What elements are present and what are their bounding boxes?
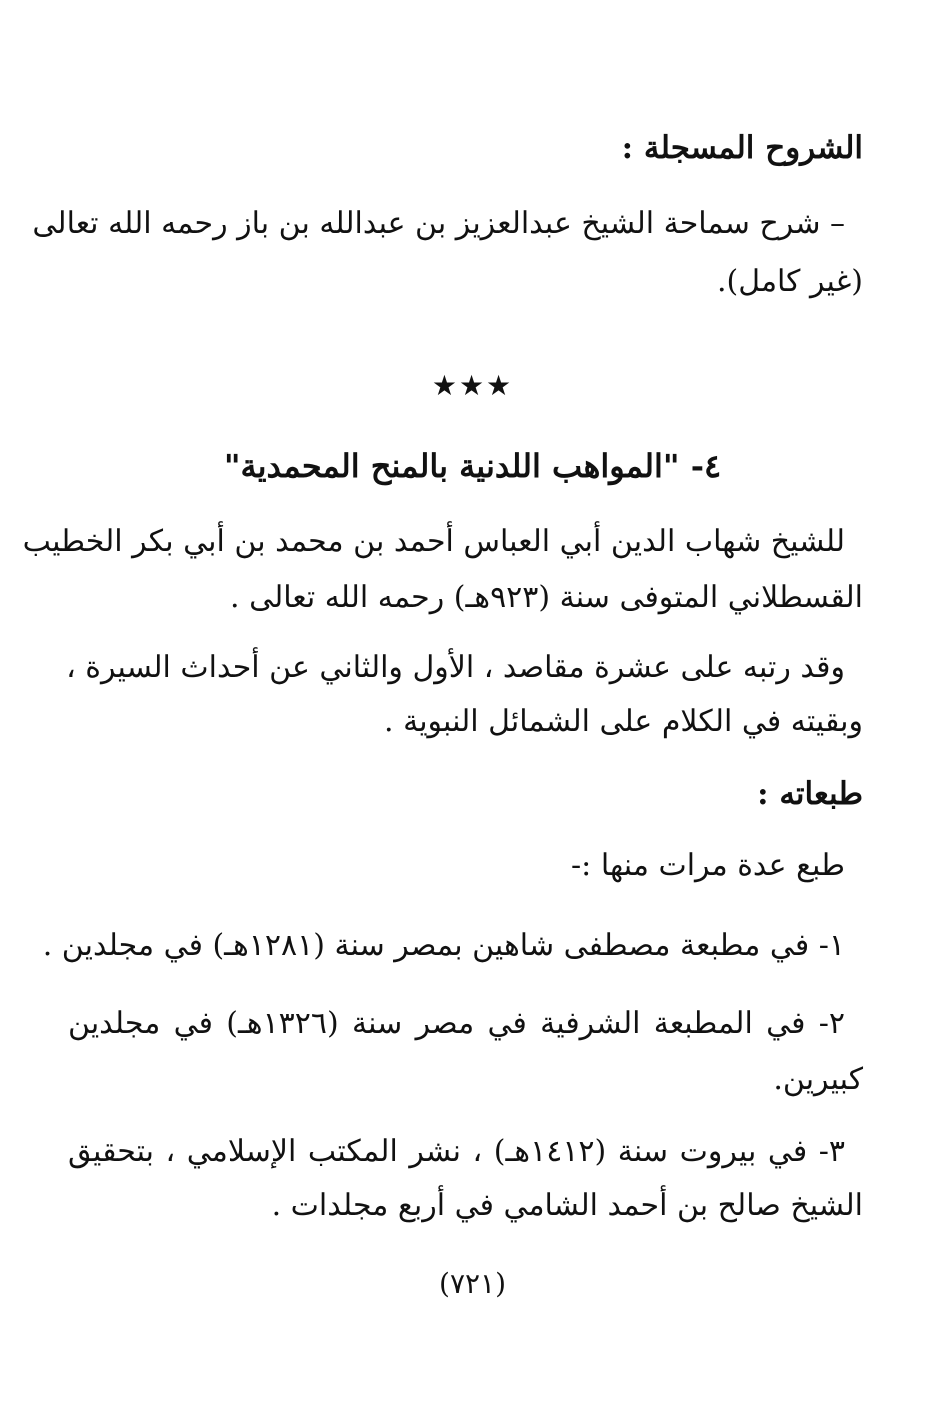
author-line-2: القسطلاني المتوفى سنة (٩٢٣هـ) رحمه الله تعالى . [230,580,863,615]
editions-intro: طبع عدة مرات منها :- [571,848,845,883]
editions-heading: طبعاته : [757,776,863,812]
section-separator: ★★★ [431,369,514,402]
recorded-explanations-heading: الشروح المسجلة : [621,130,863,166]
edition-2-line-1: ٢- في المطبعة الشرفية في مصر سنة (١٣٢٦هـ) في مجلدين [68,1006,845,1041]
page-number: (٧٢١) [439,1267,506,1300]
recorded-item-line-1: – شرح سماحة الشيخ عبدالعزيز بن عبدالله بن باز رحمه الله تعالى [32,206,845,241]
edition-3-line-2: الشيخ صالح بن أحمد الشامي في أربع مجلدات . [271,1188,863,1223]
author-line-1: للشيخ شهاب الدين أبي العباس أحمد بن محمد بن أبي بكر الخطيب [22,524,845,559]
recorded-item-line-2: (غير كامل). [717,264,863,299]
edition-2-line-2: كبيرين. [773,1062,863,1097]
arrangement-line-1: وقد رتبه على عشرة مقاصد ، الأول والثاني عن أحداث السيرة ، [66,650,845,685]
book-title: ٤- "المواهب اللدنية بالمنح المحمدية" [223,447,722,485]
edition-3-line-1: ٣- في بيروت سنة (١٤١٢هـ) ، نشر المكتب الإسلامي ، بتحقيق [68,1134,845,1169]
arrangement-line-2: وبقيته في الكلام على الشمائل النبوية . [384,704,863,739]
edition-1: ١- في مطبعة مصطفى شاهين بمصر سنة (١٢٨١هـ) في مجلدين . [42,928,845,963]
